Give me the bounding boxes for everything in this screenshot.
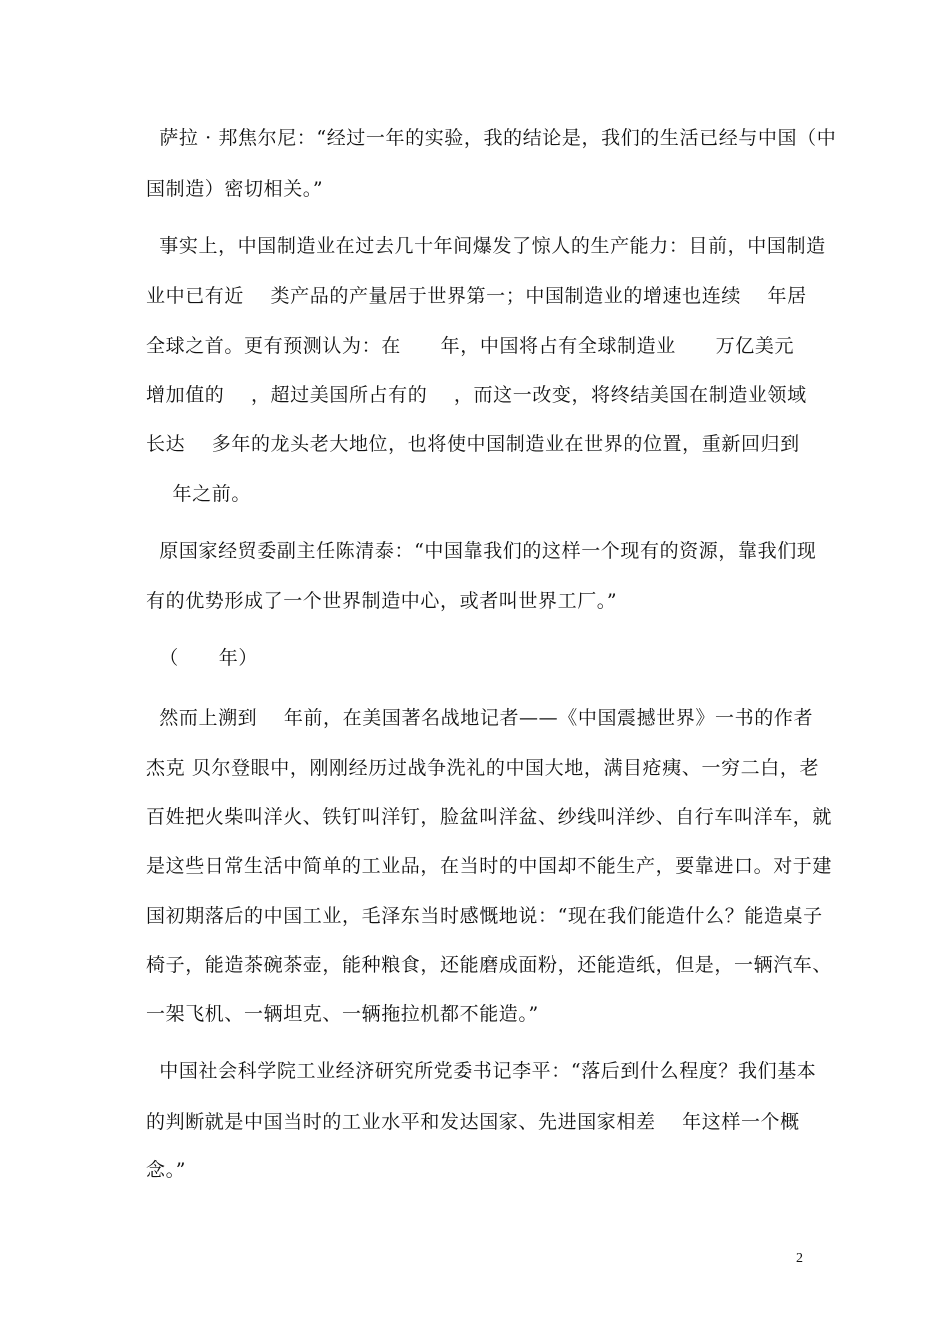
paragraph-5-line-5: 国初期落后的中国工业，毛泽东当时感慨地说：“现在我们能造什么？能造桌子 [146,905,823,927]
paragraph-1-line-2: 国制造）密切相关。” [146,178,324,200]
paragraph-2-line-6: 年之前。 [146,483,251,505]
paragraph-4-line-1: （ 年） [146,647,258,669]
paragraph-3-line-2: 有的优势形成了一个世界制造中心，或者叫世界工厂。” [146,590,618,612]
paragraph-2-line-5: 长达 多年的龙头老大地位，也将使中国制造业在世界的位置，重新回归到 [146,433,800,455]
paragraph-6-line-1: 中国社会科学院工业经济研究所党委书记李平：“落后到什么程度？我们基本 [146,1060,817,1082]
paragraph-2-line-2: 业中已有近 类产品的产量居于世界第一；中国制造业的增速也连续 年居 [146,285,807,307]
paragraph-2-line-3: 全球之首。更有预测认为：在 年，中国将占有全球制造业 万亿美元 [146,335,795,357]
paragraph-5-line-3: 百姓把火柴叫洋火、铁钉叫洋钉，脸盆叫洋盆、纱线叫洋纱、自行车叫洋车，就 [146,806,833,828]
paragraph-2-line-4: 增加值的 ，超过美国所占有的 ，而这一改变，将终结美国在制造业领域 [146,384,807,406]
paragraph-5-line-1: 然而上溯到 年前，在美国著名战地记者——《中国震撼世界》一书的作者 [146,707,814,729]
paragraph-6-line-3: 念。” [146,1159,187,1181]
paragraph-5-line-6: 椅子，能造茶碗茶壶，能种粮食，还能磨成面粉，还能造纸，但是，一辆汽车、 [146,954,833,976]
paragraph-6-line-2: 的判断就是中国当时的工业水平和发达国家、先进国家相差 年这样一个概 [146,1111,800,1133]
paragraph-3-line-1: 原国家经贸委副主任陈清泰：“中国靠我们的这样一个现有的资源，靠我们现 [146,540,817,562]
paragraph-5-line-4: 是这些日常生活中简单的工业品，在当时的中国却不能生产，要靠进口。对于建 [146,855,833,877]
paragraph-1-line-1: 萨拉 · 邦焦尔尼：“经过一年的实验，我的结论是，我们的生活已经与中国（中 [146,127,837,149]
paragraph-5-line-2: 杰克 贝尔登眼中，刚刚经历过战争洗礼的中国大地，满目疮痍、一穷二白，老 [146,757,820,779]
paragraph-2-line-1: 事实上，中国制造业在过去几十年间爆发了惊人的生产能力：目前，中国制造 [146,235,826,257]
page-number: 2 [796,1251,803,1266]
paragraph-5-line-7: 一架飞机、一辆坦克、一辆拖拉机都不能造。” [146,1003,539,1025]
